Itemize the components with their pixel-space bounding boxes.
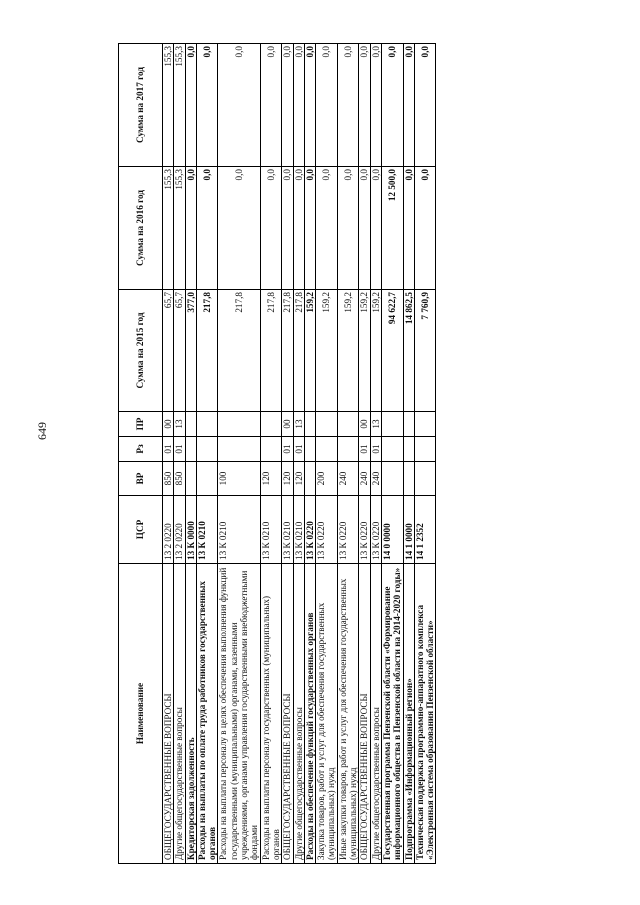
cell-sum-2017: 0,0 [359, 44, 370, 167]
cell-sum-2016: 0,0 [359, 167, 370, 290]
rotated-table-wrapper [118, 44, 526, 864]
cell-sum-2017: 0,0 [218, 44, 260, 167]
cell-vr: 100 [218, 462, 260, 496]
cell-rz [337, 437, 359, 462]
cell-rz: 01 [293, 437, 304, 462]
table-row [260, 44, 282, 864]
cell-sum-2017: 0,0 [196, 44, 218, 167]
cell-sum-2015: 217,8 [260, 290, 282, 412]
cell-rz [196, 437, 218, 462]
cell-sum-2016: 0,0 [370, 167, 381, 290]
cell-sum-2016: 0,0 [282, 167, 293, 290]
cell-vr: 200 [316, 462, 338, 496]
cell-name: ОБЩЕГОСУДАРСТВЕННЫЕ ВОПРОСЫ [282, 564, 293, 864]
cell-sum-2017: 0,0 [381, 44, 403, 167]
cell-rz: 01 [359, 437, 370, 462]
cell-name: Другие общегосударственные вопросы [370, 564, 381, 864]
cell-sum-2016: 0,0 [196, 167, 218, 290]
cell-sum-2016: 0,0 [260, 167, 282, 290]
cell-name: ОБЩЕГОСУДАРСТВЕННЫЕ ВОПРОСЫ [163, 564, 174, 864]
cell-vr [403, 462, 414, 496]
header-name: Наименование [119, 564, 163, 864]
cell-rz [403, 437, 414, 462]
cell-sum-2015: 159,2 [337, 290, 359, 412]
table-row [414, 44, 436, 864]
cell-sum-2015: 159,2 [316, 290, 338, 412]
cell-csr: 13 К 0220 [337, 496, 359, 564]
table-row [196, 44, 218, 864]
cell-sum-2016: 0,0 [304, 167, 315, 290]
cell-pr [381, 412, 403, 437]
cell-vr: 240 [337, 462, 359, 496]
cell-sum-2015: 217,8 [218, 290, 260, 412]
cell-rz: 01 [370, 437, 381, 462]
cell-name: Другие общегосударственные вопросы [293, 564, 304, 864]
cell-rz [316, 437, 338, 462]
cell-pr: 13 [174, 412, 185, 437]
cell-sum-2016: 12 500,0 [381, 167, 403, 290]
cell-vr: 120 [260, 462, 282, 496]
cell-csr: 13 К 0210 [282, 496, 293, 564]
cell-sum-2015: 217,8 [293, 290, 304, 412]
cell-sum-2016: 155,3 [174, 167, 185, 290]
cell-sum-2017: 0,0 [414, 44, 436, 167]
cell-vr: 240 [370, 462, 381, 496]
cell-name: Расходы на выплаты персоналу государственных (муниципальных) органов [260, 564, 282, 864]
cell-sum-2015: 65,7 [174, 290, 185, 412]
cell-vr: 120 [293, 462, 304, 496]
header-pr: ПР [119, 412, 163, 437]
cell-sum-2015: 217,8 [282, 290, 293, 412]
cell-pr [185, 412, 196, 437]
cell-pr: 00 [359, 412, 370, 437]
table-row [370, 44, 381, 864]
cell-csr: 13 К 0210 [196, 496, 218, 564]
cell-name: Закупка товаров, работ и услуг для обеспечения государственных (муниципальных) нужд [316, 564, 338, 864]
cell-sum-2017: 0,0 [185, 44, 196, 167]
cell-sum-2016: 0,0 [403, 167, 414, 290]
cell-csr: 13 К 0220 [304, 496, 315, 564]
cell-pr: 00 [282, 412, 293, 437]
page-number: 649 [35, 422, 49, 440]
cell-vr: 120 [282, 462, 293, 496]
table-row [381, 44, 403, 864]
table-row [403, 44, 414, 864]
cell-vr [414, 462, 436, 496]
cell-rz [304, 437, 315, 462]
cell-sum-2015: 159,2 [359, 290, 370, 412]
cell-name: Кредиторская задолженность [185, 564, 196, 864]
cell-vr [196, 462, 218, 496]
cell-csr: 13 К 0000 [185, 496, 196, 564]
cell-rz [381, 437, 403, 462]
cell-sum-2017: 0,0 [316, 44, 338, 167]
cell-pr [218, 412, 260, 437]
table-row [293, 44, 304, 864]
cell-csr: 14 1 2352 [414, 496, 436, 564]
cell-sum-2017: 155,3 [163, 44, 174, 167]
cell-csr: 13 К 0210 [260, 496, 282, 564]
table-row [282, 44, 293, 864]
cell-sum-2016: 0,0 [218, 167, 260, 290]
cell-vr: 850 [174, 462, 185, 496]
cell-sum-2017: 0,0 [282, 44, 293, 167]
cell-rz [414, 437, 436, 462]
cell-rz: 01 [163, 437, 174, 462]
cell-sum-2016: 0,0 [316, 167, 338, 290]
header-csr: ЦСР [119, 496, 163, 564]
cell-sum-2015: 94 622,7 [381, 290, 403, 412]
cell-name: ОБЩЕГОСУДАРСТВЕННЫЕ ВОПРОСЫ [359, 564, 370, 864]
cell-sum-2015: 217,8 [196, 290, 218, 412]
cell-name: Иные закупки товаров, работ и услуг для обеспечения государственных (муниципальных) нужд [337, 564, 359, 864]
cell-pr [316, 412, 338, 437]
cell-name: Расходы на выплаты персоналу в целях обеспечения выполнения функций государственными (муниципальными) органами, казенными учреждениями, органами управления государственными внебюджетными фондами [218, 564, 260, 864]
cell-csr: 14 0 0000 [381, 496, 403, 564]
cell-pr [304, 412, 315, 437]
cell-pr [260, 412, 282, 437]
table-row [337, 44, 359, 864]
header-rz: Рз [119, 437, 163, 462]
cell-rz: 01 [174, 437, 185, 462]
cell-sum-2016: 0,0 [185, 167, 196, 290]
cell-name: Государственная программа Пензенской области «Формирование информационного общества в Пензенской области на 2014-2020 годы» [381, 564, 403, 864]
cell-csr: 13 К 0210 [218, 496, 260, 564]
cell-sum-2016: 0,0 [337, 167, 359, 290]
cell-sum-2015: 7 760,9 [414, 290, 436, 412]
cell-sum-2017: 0,0 [260, 44, 282, 167]
cell-sum-2017: 0,0 [304, 44, 315, 167]
cell-csr: 13 К 0210 [293, 496, 304, 564]
cell-pr: 13 [370, 412, 381, 437]
header-row [119, 44, 163, 864]
cell-pr [337, 412, 359, 437]
cell-csr: 13 К 0220 [370, 496, 381, 564]
cell-sum-2017: 0,0 [370, 44, 381, 167]
cell-sum-2015: 377,0 [185, 290, 196, 412]
cell-sum-2017: 0,0 [293, 44, 304, 167]
cell-name: Расходы на обеспечение функций государственных органов [304, 564, 315, 864]
header-sum-2016: Сумма на 2016 год [119, 167, 163, 290]
cell-pr: 00 [163, 412, 174, 437]
cell-csr: 14 1 0000 [403, 496, 414, 564]
cell-vr [304, 462, 315, 496]
cell-sum-2015: 65,7 [163, 290, 174, 412]
cell-csr: 13 К 0220 [359, 496, 370, 564]
cell-pr [414, 412, 436, 437]
cell-pr [196, 412, 218, 437]
cell-csr: 13 2 0220 [163, 496, 174, 564]
table-row [316, 44, 338, 864]
cell-sum-2017: 155,3 [174, 44, 185, 167]
cell-rz [185, 437, 196, 462]
cell-sum-2015: 159,2 [304, 290, 315, 412]
cell-csr: 13 2 0220 [174, 496, 185, 564]
cell-sum-2017: 0,0 [337, 44, 359, 167]
cell-pr: 13 [293, 412, 304, 437]
table-row [304, 44, 315, 864]
cell-csr: 13 К 0220 [316, 496, 338, 564]
cell-sum-2015: 159,2 [370, 290, 381, 412]
cell-pr [403, 412, 414, 437]
cell-vr: 240 [359, 462, 370, 496]
table-row [185, 44, 196, 864]
header-vr: ВР [119, 462, 163, 496]
cell-rz [218, 437, 260, 462]
cell-sum-2015: 14 862,5 [403, 290, 414, 412]
cell-name: Расходы на выплаты по оплате труда работников государственных органов [196, 564, 218, 864]
cell-vr [185, 462, 196, 496]
table-row [359, 44, 370, 864]
table-row [163, 44, 174, 864]
cell-sum-2017: 0,0 [403, 44, 414, 167]
cell-vr [381, 462, 403, 496]
cell-name: Техническая поддержка программно-аппаратного комплекса «Электронная система образования Пензенской области» [414, 564, 436, 864]
cell-rz: 01 [282, 437, 293, 462]
cell-name: Другие общегосударственные вопросы [174, 564, 185, 864]
table-row [218, 44, 260, 864]
cell-sum-2016: 0,0 [414, 167, 436, 290]
cell-name: Подпрограмма «Информационный регион» [403, 564, 414, 864]
header-sum-2017: Сумма на 2017 год [119, 44, 163, 167]
cell-sum-2016: 0,0 [293, 167, 304, 290]
budget-table [118, 43, 436, 864]
table-row [174, 44, 185, 864]
cell-vr: 850 [163, 462, 174, 496]
cell-sum-2016: 155,3 [163, 167, 174, 290]
cell-rz [260, 437, 282, 462]
header-sum-2015: Сумма на 2015 год [119, 290, 163, 412]
